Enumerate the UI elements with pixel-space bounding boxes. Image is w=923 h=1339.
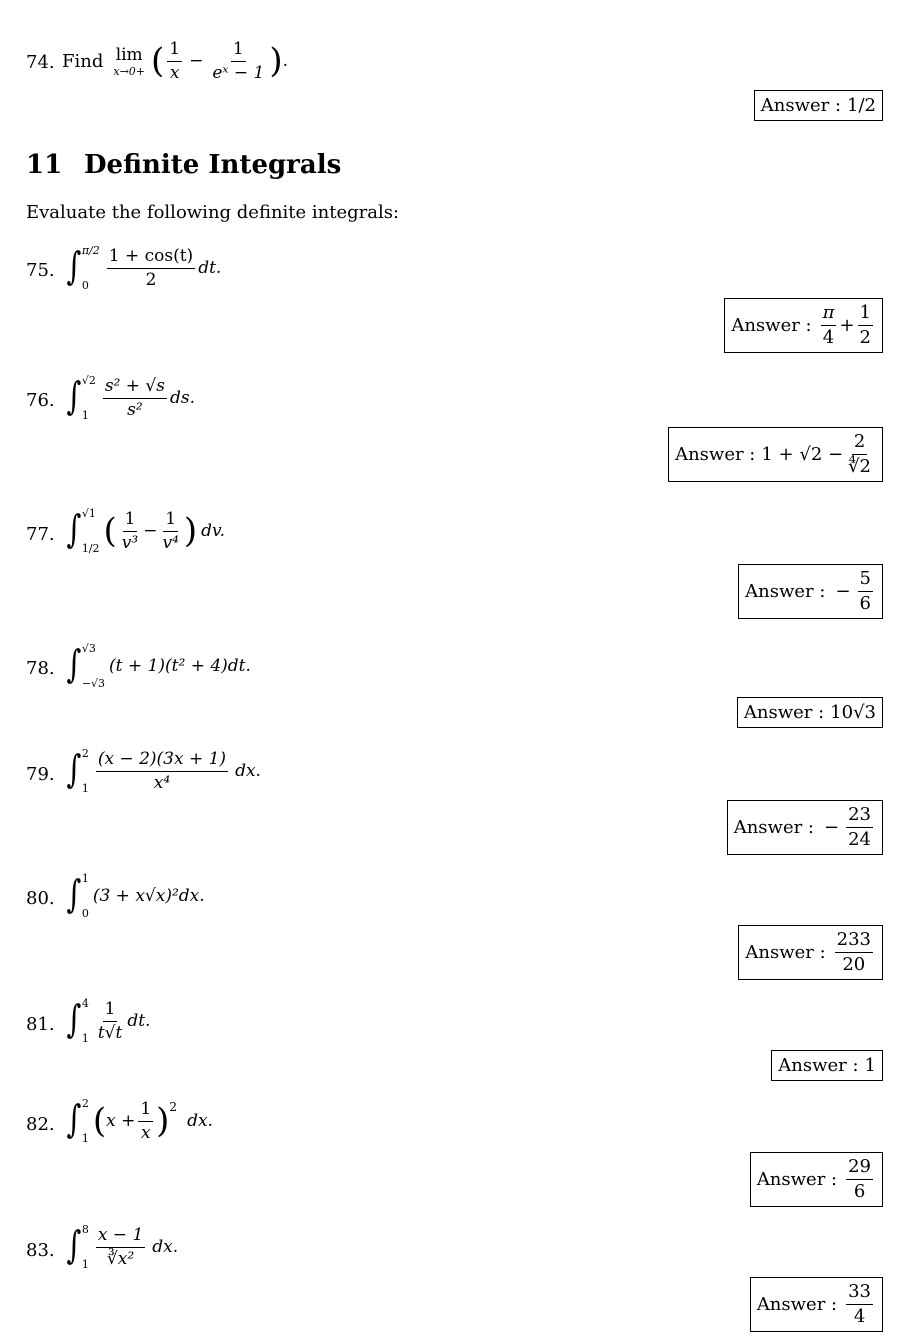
- answer-box-81: [771, 1050, 883, 1081]
- upper-limit: 1: [81, 872, 89, 885]
- numerator: s² + √s: [103, 377, 167, 399]
- answer-label: Answer :: [675, 443, 756, 465]
- answer-value: 1: [864, 1055, 876, 1076]
- answer-label: Answer :: [756, 1293, 838, 1315]
- answer-fraction: $\frac{33}{4}$: [848, 1281, 871, 1327]
- problem-78-expression: [64, 643, 251, 689]
- upper-limit: π/2: [81, 244, 100, 257]
- problem-77-expression: [64, 508, 225, 554]
- integrand-fraction: [107, 247, 195, 289]
- problem-83-expression: [64, 1224, 178, 1270]
- answer-label: Answer :: [760, 95, 842, 116]
- minus-sign: −: [824, 816, 840, 838]
- problem-80-number: 80.: [26, 888, 55, 909]
- lower-limit: 1: [81, 1032, 89, 1045]
- answer-box-83: [750, 1277, 883, 1332]
- integral-sign: ∫ 2 1: [66, 1097, 89, 1145]
- lower-limit: 1: [81, 1258, 89, 1271]
- problem-80-expression: [64, 873, 205, 919]
- problem-76-number: 76.: [26, 390, 55, 411]
- section-title: Definite Integrals: [84, 150, 342, 180]
- answer-box-79: [727, 800, 883, 855]
- answer-label: Answer :: [733, 816, 814, 838]
- answer-fraction: $\frac{29}{6}$: [848, 1156, 871, 1202]
- answer-box-74: [754, 90, 883, 121]
- integral-sign: ∫ √2 1: [66, 374, 96, 422]
- integral-sign: ∫ 1 0: [66, 872, 89, 920]
- upper-limit: 2: [81, 747, 89, 760]
- problem-74-expression: [62, 40, 288, 82]
- answer-label: Answer :: [745, 941, 826, 963]
- denominator: 2: [145, 269, 157, 290]
- differential: dv.: [201, 521, 226, 541]
- answer-box-75: [724, 298, 883, 353]
- minus-sign: −: [189, 51, 204, 72]
- numerator: 1 + cos(t): [107, 247, 195, 269]
- answer-box-77: [738, 564, 883, 619]
- section-heading: [26, 150, 341, 180]
- left-paren: (: [92, 1101, 107, 1141]
- problem-79-expression: [64, 748, 261, 794]
- denominator: t√t: [97, 1022, 123, 1043]
- exponent: 2: [169, 1100, 178, 1114]
- left-paren: (: [151, 41, 165, 82]
- differential: dt.: [127, 1011, 151, 1031]
- left-paren: (: [103, 511, 117, 551]
- right-paren: ): [156, 1101, 170, 1141]
- answer-box-76: [668, 427, 883, 482]
- problem-74-prefix: Find: [62, 50, 104, 72]
- limit-label: lim: [115, 44, 143, 65]
- upper-limit: 2: [81, 1097, 89, 1110]
- fraction-1-over-x: $\frac{1}{x}$: [140, 1098, 152, 1143]
- denominator: x: [169, 62, 180, 83]
- problem-78-number: 78.: [26, 658, 55, 679]
- upper-limit: √1: [81, 507, 96, 520]
- integrand: (t + 1)(t² + 4)dt.: [109, 656, 251, 676]
- problem-81-expression: [64, 998, 150, 1044]
- problem-81-number: 81.: [26, 1014, 55, 1035]
- numerator: 1: [103, 1000, 118, 1022]
- fraction-1-over-exp: [210, 40, 266, 82]
- integral-sign: ∫ √3 −√3: [66, 642, 106, 690]
- differential: ds.: [169, 388, 195, 408]
- problem-82-number: 82.: [26, 1114, 55, 1135]
- problem-76-expression: [64, 375, 195, 421]
- differential: dx.: [152, 1237, 179, 1257]
- upper-limit: 8: [81, 1223, 89, 1236]
- lower-limit: 1: [81, 409, 89, 422]
- denominator: s²: [127, 399, 143, 420]
- problem-75-number: 75.: [26, 260, 55, 281]
- upper-limit: √3: [81, 642, 96, 655]
- fraction-1-over-v3: $\frac{1}{\text{v³}}$: [121, 508, 139, 553]
- term-x-plus: x +: [106, 1111, 136, 1131]
- problem-77-number: 77.: [26, 524, 55, 545]
- answer-fraction: $\frac{5}{6}$: [859, 568, 871, 614]
- fraction-1-over-x: [167, 40, 182, 82]
- answer-fraction: $\frac{233}{20}$: [836, 929, 871, 975]
- fraction-1-over-v4: $\frac{1}{\text{v⁴}}$: [162, 508, 179, 553]
- minus-sign: −: [835, 580, 851, 602]
- answer-label: Answer :: [731, 314, 812, 336]
- integral-sign: ∫ √1 1/2: [66, 507, 100, 555]
- integrand-fraction: [96, 1226, 145, 1268]
- differential: dt.: [198, 258, 222, 278]
- differential: dx.: [235, 761, 261, 781]
- integral-sign: ∫ 8 1: [66, 1223, 89, 1271]
- answer-box-82: [750, 1152, 883, 1207]
- limit-operator: [113, 45, 145, 78]
- integrand-fraction: [96, 750, 228, 792]
- answer-fraction-1-2: $\frac{1}{2}$: [859, 302, 871, 348]
- numerator: (x − 2)(3x + 1): [96, 750, 228, 772]
- differential: dx.: [187, 1111, 213, 1131]
- problem-83-number: 83.: [26, 1240, 55, 1261]
- problem-82-expression: [64, 1098, 213, 1144]
- numerator: x − 1: [96, 1226, 145, 1248]
- answer-box-80: [738, 925, 883, 980]
- upper-limit: √2: [81, 374, 96, 387]
- answer-prefix: 1 + √2 −: [761, 443, 844, 465]
- answer-fraction-pi-4: $\frac{\pi}{4}$: [822, 302, 835, 348]
- lower-limit: 1: [81, 782, 89, 795]
- answer-fraction: $\frac{2}{∜2}$: [848, 431, 871, 477]
- answer-label: Answer :: [756, 1168, 838, 1190]
- lower-limit: 1/2: [81, 542, 100, 555]
- answer-label: Answer :: [743, 702, 825, 723]
- denominator: x⁴: [153, 772, 171, 793]
- numerator: 1: [231, 40, 246, 62]
- numerator: 1: [167, 40, 182, 62]
- lower-limit: −√3: [81, 677, 106, 690]
- answer-value: 10√3: [830, 702, 876, 723]
- integral-sign: ∫ 4 1: [66, 997, 89, 1045]
- upper-limit: 4: [81, 997, 89, 1010]
- integral-sign: ∫ 2 1: [66, 747, 89, 795]
- integral-sign: ∫ π/2 0: [66, 244, 100, 292]
- section-number: 11: [26, 150, 63, 180]
- problem-74-number: 74.: [26, 52, 55, 73]
- period: .: [282, 51, 288, 72]
- answer-fraction: $\frac{23}{24}$: [848, 804, 871, 850]
- right-paren: ): [183, 511, 198, 551]
- integrand-fraction: [103, 377, 167, 419]
- answer-label: Answer :: [778, 1055, 859, 1076]
- limit-subscript: x→0+: [113, 64, 146, 78]
- lower-limit: 1: [81, 1132, 89, 1145]
- answer-box-78: [737, 697, 883, 728]
- section-intro: Evaluate the following definite integrals:: [26, 202, 400, 223]
- integrand: (3 + x√x)²dx.: [92, 886, 205, 906]
- plus-sign: +: [839, 314, 855, 336]
- denominator: eˣ − 1: [212, 62, 265, 83]
- integrand-fraction: [96, 1000, 125, 1042]
- minus-sign: −: [143, 521, 158, 541]
- lower-limit: 0: [81, 907, 89, 920]
- right-paren: ): [269, 41, 283, 82]
- lower-limit: 0: [81, 279, 89, 292]
- answer-value: 1/2: [847, 95, 876, 116]
- answer-label: Answer :: [745, 580, 826, 602]
- denominator: ∛x²: [106, 1248, 135, 1269]
- problem-75-expression: [64, 245, 221, 291]
- problem-79-number: 79.: [26, 764, 55, 785]
